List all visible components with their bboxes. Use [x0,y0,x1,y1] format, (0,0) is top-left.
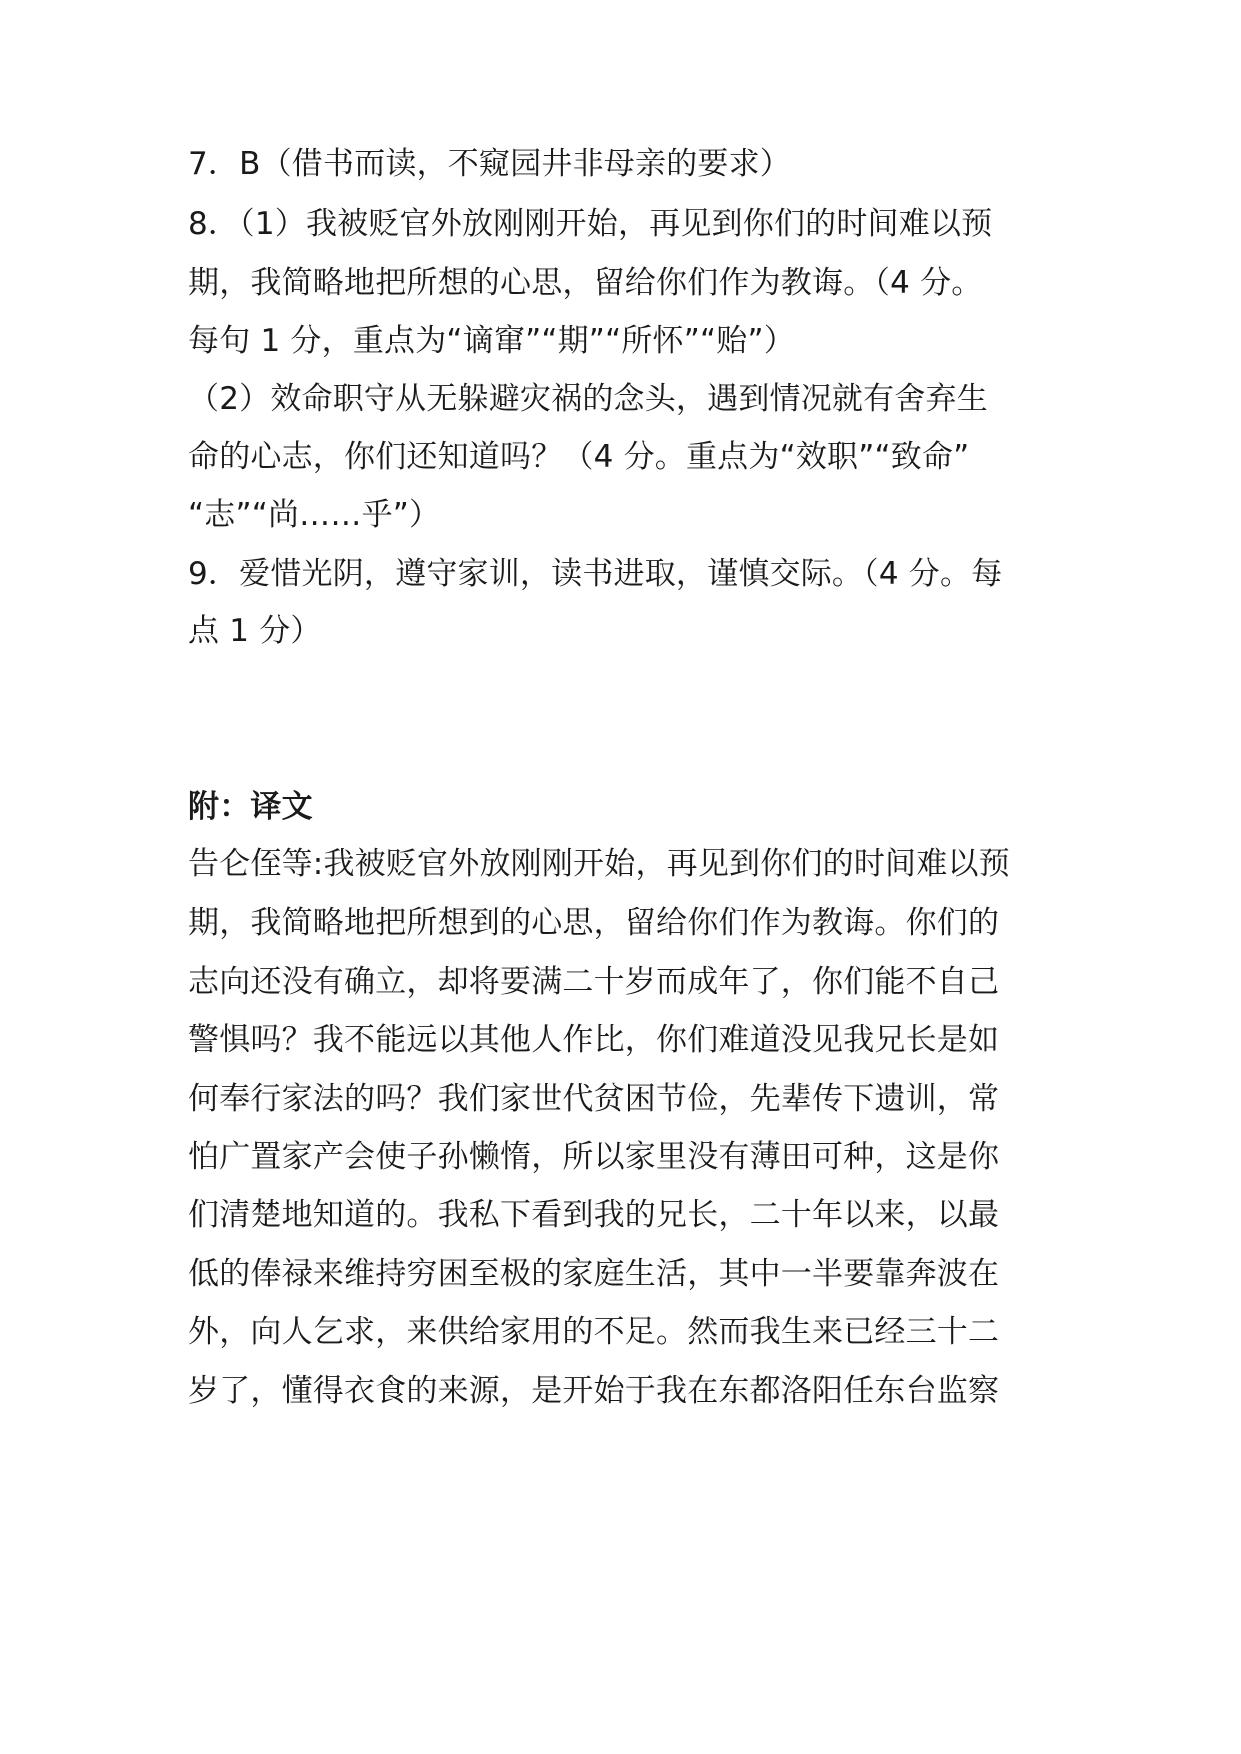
answer-line: 命的心志，你们还知道吗？（4 分。重点为“效职”“致命” [188,439,970,475]
answer-line: 期，我简略地把所想的心思，留给你们作为教诲。（4 分。 [188,265,983,301]
translation-line: 们清楚地知道的。我私下看到我的兄长，二十年以来，以最 [188,1197,1000,1233]
translation-line: 怕广置家产会使子孙懒惰，所以家里没有薄田可种，这是你 [188,1139,1000,1175]
answer-line: 7．B（借书而读，不窥园井非母亲的要求） [188,146,791,182]
translation-line: 期，我简略地把所想到的心思，留给你们作为教诲。你们的 [188,905,1000,941]
translation-line: 警惧吗？我不能远以其他人作比，你们难道没见我兄长是如 [188,1022,1000,1058]
translation-heading: 附：译文 [188,789,313,825]
answer-line: 点 1 分） [188,613,322,649]
answer-line: （2）效命职守从无躲避灾祸的念头，遇到情况就有舍弃生 [188,381,988,417]
translation-line: 外，向人乞求，来供给家用的不足。然而我生来已经三十二 [188,1314,1000,1350]
answer-line: 9．爱惜光阴，遵守家训，读书进取，谨慎交际。（4 分。每 [188,556,1003,592]
translation-line: 告仑侄等:我被贬官外放刚刚开始，再见到你们的时间难以预 [188,846,1010,882]
translation-line: 低的俸禄来维持穷困至极的家庭生活，其中一半要靠奔波在 [188,1256,1000,1292]
answer-line: 每句 1 分，重点为“谪窜”“期”“所怀”“贻”） [188,323,795,359]
answer-line: “志”“尚……乎”） [188,497,441,533]
answer-line: 8．（1）我被贬官外放刚刚开始，再见到你们的时间难以预 [188,206,993,242]
translation-line: 岁了，懂得衣食的来源，是开始于我在东都洛阳任东台监察 [188,1373,1000,1409]
translation-line: 志向还没有确立，却将要满二十岁而成年了，你们能不自己 [188,964,1000,1000]
translation-line: 何奉行家法的吗？我们家世代贫困节俭，先辈传下遗训，常 [188,1081,1000,1117]
